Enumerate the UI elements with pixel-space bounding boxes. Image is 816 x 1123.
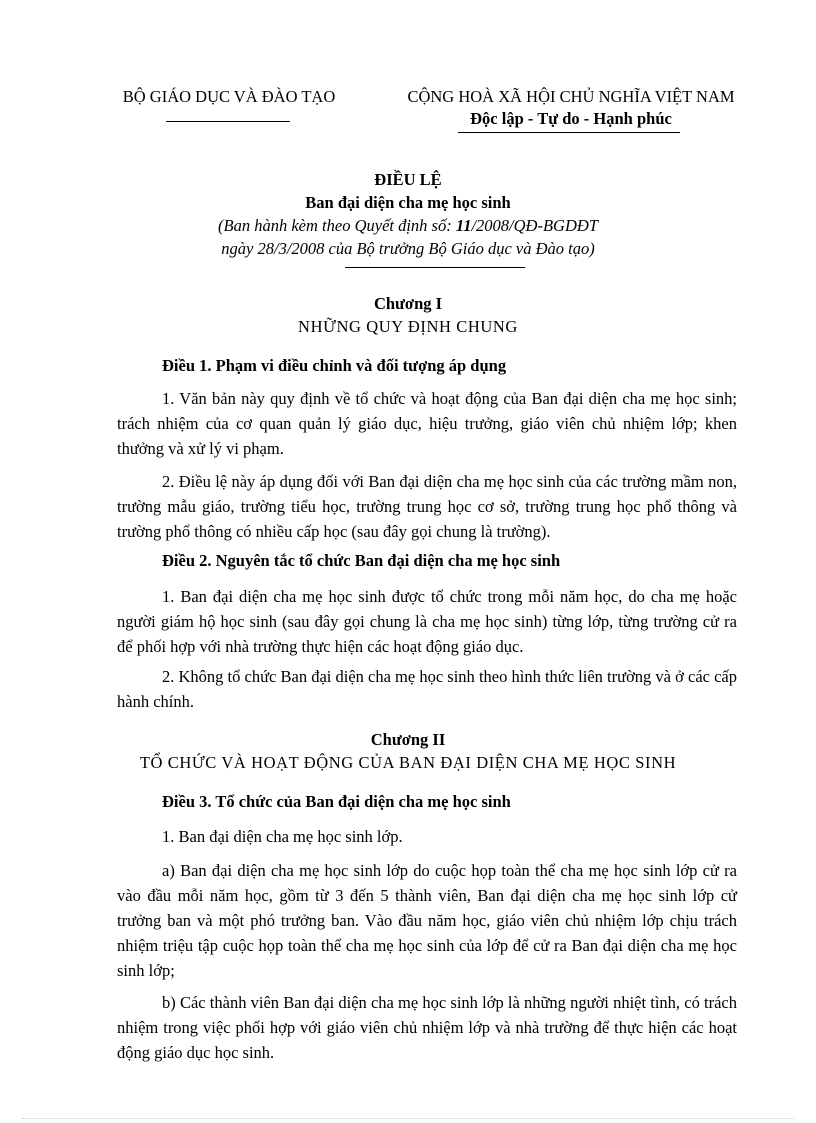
national-heading <box>398 86 744 130</box>
issuance-note-line1 <box>0 214 816 237</box>
article-1-heading: Điều 1. Phạm vi điều chỉnh và đối tượng áp dụng <box>162 356 507 375</box>
ministry-name: BỘ GIÁO DỤC VÀ ĐÀO TẠO <box>122 87 336 106</box>
chapter-2-heading <box>0 728 816 774</box>
paragraph-text: a) Ban đại diện cha mẹ học sinh lớp do cuộc họp toàn thể cha mẹ học sinh lớp cử ra vào đầu mỗi năm học, gồm từ 3 đến 5 thành viên, Ban đại diện cha mẹ học sinh lớp cử trưởng ban và một phó trưởng ban. Vào đầu năm học, giáo viên chủ nhiệm lớp chịu trách nhiệm triệu tập cuộc họp toàn thể cha mẹ học sinh của lớp để cử ra Ban đại diện cha mẹ học sinh lớp; <box>117 861 737 980</box>
issuance-prefix: (Ban hành kèm theo Quyết định số: <box>218 216 456 235</box>
paragraph-text: 2. Không tổ chức Ban đại diện cha mẹ học sinh theo hình thức liên trường và ở các cấp hành chính. <box>117 667 737 711</box>
paragraph-text: b) Các thành viên Ban đại diện cha mẹ học sinh lớp là những người nhiệt tình, có trách nhiệm trong việc phối hợp với giáo viên chủ nhiệm lớp và nhà trường để thực hiện các hoạt động giáo dục học sinh. <box>117 993 737 1062</box>
article-1-paragraph-1 <box>117 386 737 461</box>
issuance-note-line2: ngày 28/3/2008 của Bộ trưởng Bộ Giáo dục và Đào tạo) <box>221 239 595 258</box>
country-name: CỘNG HOÀ XÃ HỘI CHỦ NGHĨA VIỆT NAM <box>407 87 735 106</box>
chapter-1-name: NHỮNG QUY ĐỊNH CHUNG <box>298 317 518 336</box>
paragraph-text: 1. Ban đại diện cha mẹ học sinh lớp. <box>162 827 403 846</box>
national-motto: Độc lập - Tự do - Hạnh phúc <box>470 109 672 128</box>
chapter-1-label: Chương I <box>373 294 443 313</box>
paragraph-text: 2. Điều lệ này áp dụng đối với Ban đại diện cha mẹ học sinh của các trường mầm non, trường mẫu giáo, trường tiểu học, trường trung học cơ sở, trường trung học phổ thông và trường phổ thông có nhiều cấp học (sau đây gọi chung là trường). <box>117 472 737 541</box>
page-bottom-border <box>22 1118 794 1119</box>
article-1-paragraph-2 <box>117 469 737 544</box>
article-2-paragraph-1 <box>117 584 737 659</box>
article-3-paragraph-a <box>117 858 737 983</box>
motto-underline <box>458 132 680 133</box>
title-divider <box>345 267 525 268</box>
decision-number: 11 <box>455 216 472 235</box>
ministry-underline <box>166 121 290 122</box>
article-2-heading: Điều 2. Nguyên tắc tổ chức Ban đại diện cha mẹ học sinh <box>162 551 561 570</box>
article-3-heading: Điều 3. Tổ chức của Ban đại diện cha mẹ học sinh <box>162 792 511 811</box>
chapter-2-name: TỔ CHỨC VÀ HOẠT ĐỘNG CỦA BAN ĐẠI DIỆN CHA MẸ HỌC SINH <box>139 753 677 772</box>
article-3-paragraph-1 <box>117 824 737 849</box>
paragraph-text: 1. Ban đại diện cha mẹ học sinh được tổ chức trong mỗi năm học, do cha mẹ hoặc người giám hộ học sinh (sau đây gọi chung là cha mẹ học sinh) từng lớp, từng trường cử ra để phối hợp với nhà trường thực hiện các hoạt động giáo dục. <box>117 587 737 656</box>
document-subtitle: Ban đại diện cha mẹ học sinh <box>305 193 511 212</box>
issuing-authority <box>116 86 342 108</box>
chapter-2-label: Chương II <box>370 730 446 749</box>
document-title-block <box>0 168 816 260</box>
article-2-paragraph-2 <box>117 664 737 714</box>
chapter-1-heading <box>0 292 816 338</box>
document-title: ĐIỀU LỆ <box>374 170 442 189</box>
decision-suffix: /2008/QĐ-BGDĐT <box>471 216 598 235</box>
article-3-paragraph-b <box>117 990 737 1065</box>
paragraph-text: 1. Văn bản này quy định về tổ chức và hoạt động của Ban đại diện cha mẹ học sinh; trách nhiệm của cơ quan quản lý giáo dục, hiệu trưởng, giáo viên chủ nhiệm lớp; khen thưởng và xử lý vi phạm. <box>117 389 737 458</box>
